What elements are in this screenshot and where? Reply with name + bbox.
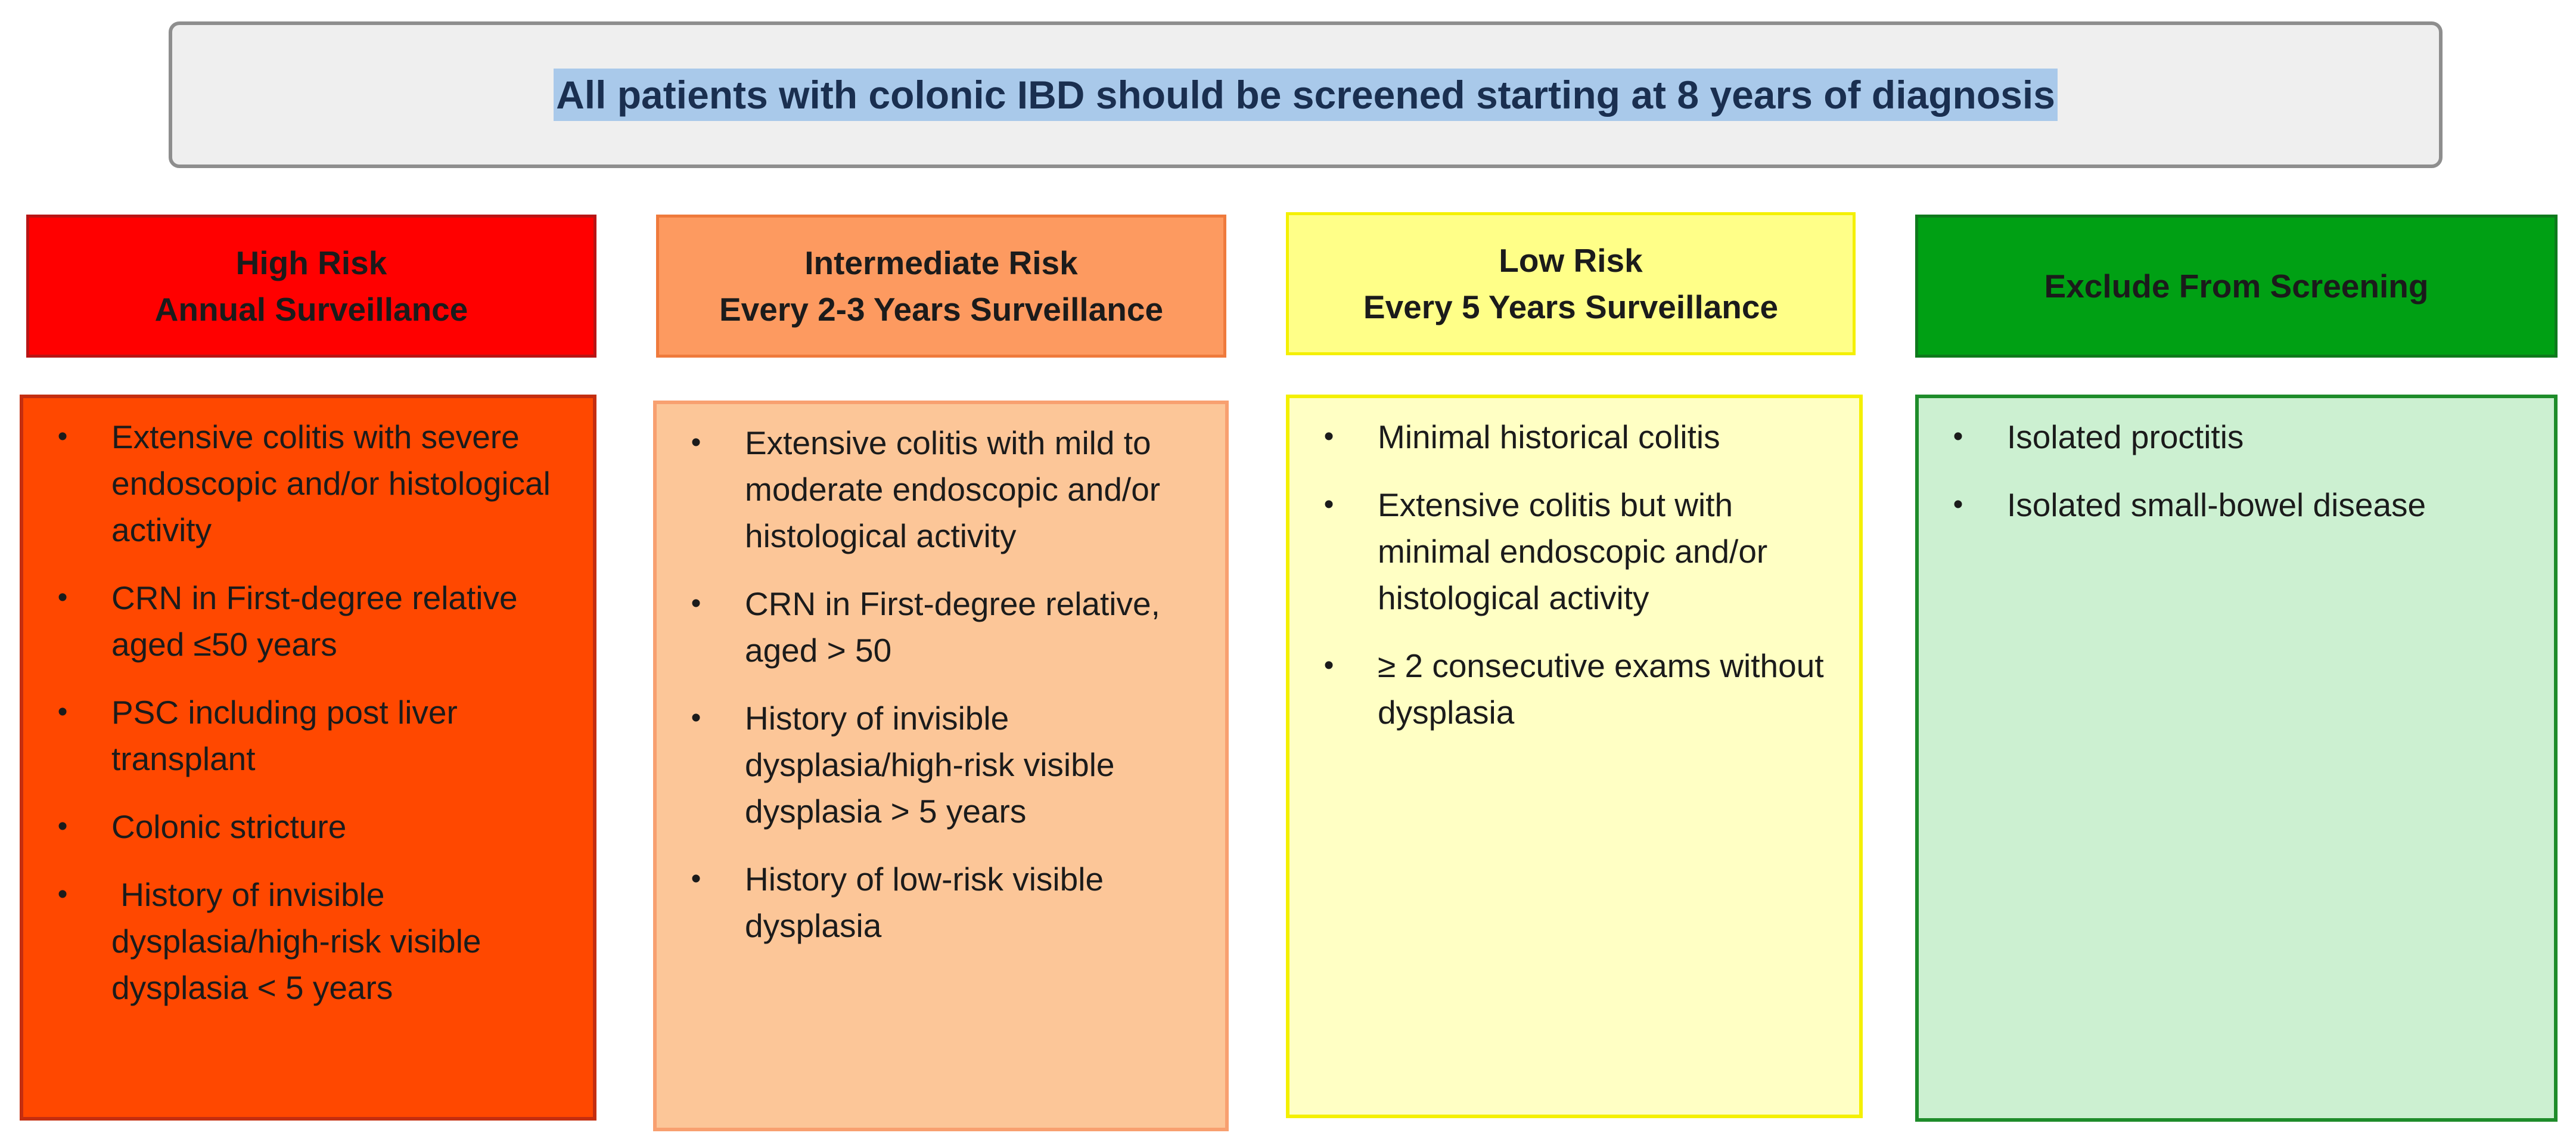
criteria-item: • PSC including post liver transplant: [35, 689, 581, 782]
criteria-item: • CRN in First-degree relative, aged > 50: [669, 581, 1213, 674]
bullet-icon: •: [57, 696, 68, 728]
criteria-item: • Isolated proctitis: [1931, 414, 2542, 460]
criteria-item: • Isolated small-bowel disease: [1931, 482, 2542, 528]
intermediate-risk-header: [656, 215, 1226, 358]
bullet-icon: •: [1323, 489, 1334, 520]
low-risk-criteria-list: [1301, 414, 1847, 736]
intermediate-risk-criteria-box: [653, 401, 1229, 1131]
exclude-screening-header: [1915, 215, 2558, 358]
criteria-item: • Colonic stricture: [35, 803, 581, 850]
high-risk-criteria-box: [20, 395, 596, 1121]
exclude-screening-title: Exclude From Screening: [2044, 268, 2429, 305]
high-risk-title: High Risk: [235, 244, 387, 281]
bullet-icon: •: [57, 582, 68, 613]
intermediate-risk-title: Intermediate Risk: [804, 244, 1078, 281]
high-risk-header: [26, 215, 596, 358]
bullet-icon: •: [57, 421, 68, 452]
criteria-item: • ≥ 2 consecutive exams without dysplasia: [1301, 643, 1847, 736]
high-risk-subtitle: Annual Surveillance: [154, 291, 468, 328]
low-risk-criteria-box: [1286, 395, 1863, 1118]
banner-text: All patients with colonic IBD should be screened starting at 8 years of diagnosis: [554, 69, 2058, 121]
criteria-item: • CRN in First-degree relative aged ≤50 years: [35, 575, 581, 668]
bullet-icon: •: [1953, 489, 1963, 520]
criteria-item: • Minimal historical colitis: [1301, 414, 1847, 460]
exclude-screening-criteria-box: [1915, 395, 2558, 1122]
criteria-item: • Extensive colitis with severe endoscopic and/or histological activity: [35, 414, 581, 553]
low-risk-header: [1286, 212, 1856, 355]
bullet-icon: •: [691, 427, 701, 458]
intermediate-risk-criteria-list: [669, 420, 1213, 949]
criteria-item: • History of invisible dysplasia/high-risk visible dysplasia < 5 years: [35, 871, 581, 1011]
bullet-icon: •: [691, 863, 701, 895]
bullet-icon: •: [691, 702, 701, 734]
exclude-screening-criteria-list: [1931, 414, 2542, 528]
bullet-icon: •: [691, 588, 701, 619]
low-risk-title: Low Risk: [1499, 242, 1643, 279]
criteria-item: • History of invisible dysplasia/high-risk visible dysplasia > 5 years: [669, 695, 1213, 834]
bullet-icon: •: [1323, 650, 1334, 681]
intermediate-risk-subtitle: Every 2-3 Years Surveillance: [719, 291, 1164, 328]
low-risk-subtitle: Every 5 Years Surveillance: [1363, 288, 1779, 325]
criteria-item: • Extensive colitis but with minimal endoscopic and/or histological activity: [1301, 482, 1847, 621]
bullet-icon: •: [57, 811, 68, 842]
criteria-item: • History of low-risk visible dysplasia: [669, 856, 1213, 949]
bullet-icon: •: [1323, 421, 1334, 452]
bullet-icon: •: [1953, 421, 1963, 452]
high-risk-criteria-list: [35, 414, 581, 1011]
bullet-icon: •: [57, 879, 68, 910]
criteria-item: • Extensive colitis with mild to moderate endoscopic and/or histological activity: [669, 420, 1213, 559]
screening-banner: [169, 21, 2443, 168]
